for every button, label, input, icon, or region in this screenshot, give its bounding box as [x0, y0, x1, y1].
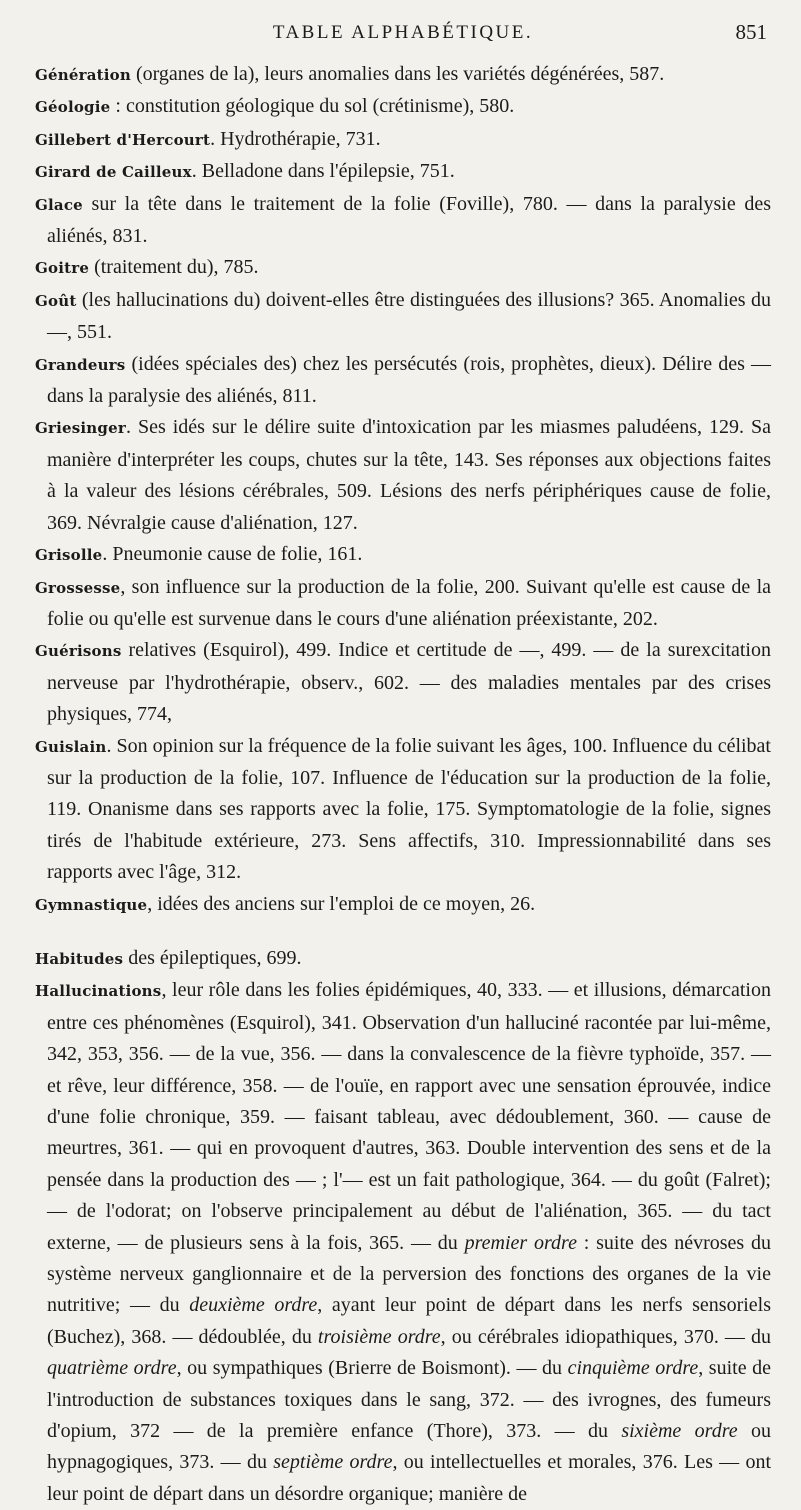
- entry-italic: cinquième ordre: [567, 1357, 699, 1380]
- index-entry: [35, 975, 771, 1510]
- entry-text: : constitution géologique du sol (crétinisme), 580.: [110, 95, 515, 118]
- entry-text: , ou intellectuelles et morales, 376. Les — ont leur point de départ dans un désordre organique; manière de: [47, 1451, 771, 1505]
- entry-headword: Goût: [35, 291, 77, 310]
- entry-headword: Guérisons: [35, 642, 122, 661]
- entry-text: sur la tête dans le traitement de la folie (Foville), 780. — dans la paralysie des aliénés, 831.: [47, 192, 771, 248]
- index-entry: [35, 731, 771, 889]
- index-entry: [35, 412, 771, 539]
- entry-italic: troisième ordre: [317, 1325, 441, 1348]
- index-entry: [35, 124, 771, 156]
- index-entry: [35, 156, 771, 188]
- entry-text: , ayant leur point de départ dans les nerfs sensoriels (Buchez), 368. — dédoublée, du: [47, 1294, 771, 1348]
- entry-headword: Grisolle: [35, 546, 103, 565]
- entry-text: , leur rôle dans les folies épidémiques, 40, 333. — et illusions, démarcation entre ces phénomènes (Esquirol), 341. Observation d'un halluciné racontée par lui-même, 342, 353, 356. — de la vue, 356. — dans la convalescence de la fièvre typhoïde, 357. — et rêve, leur différence, 358. — de l'ouïe, en rapport avec une sensation éprouvée, indice d'une folie chronique, 359. — faisant tableau, avec dédoublement, 360. — cause de meurtres, 361. — qui en provoquent d'autres, 363. Double intervention des sens et de la pensée dans la production des — ; l'— est un fait pathologique, 364. — du goût (Falret); — de l'odorat; on l'observe principalement au début de l'aliénation, 365. — du tact externe, — de plusieurs sens à la fois, 365. — du: [47, 979, 771, 1254]
- index-entries: [35, 59, 771, 1510]
- index-entry: [35, 635, 771, 730]
- entry-italic: septième ordre: [273, 1451, 393, 1474]
- index-entry: [35, 59, 771, 91]
- entry-text: (traitement du), 785.: [89, 256, 259, 279]
- entry-text: . Hydrothérapie, 731.: [210, 127, 381, 150]
- index-entry: [35, 889, 771, 921]
- entry-headword: Grandeurs: [35, 355, 126, 374]
- running-head: [35, 0, 771, 58]
- entry-text: (les hallucinations du) doivent-elles être distinguées des illusions? 365. Anomalies du —, 551.: [47, 288, 771, 344]
- entry-text: , ou cérébrales idiopathiques, 370. — du: [440, 1325, 772, 1348]
- entry-text: des épileptiques, 699.: [123, 946, 302, 969]
- entry-text: : suite des névroses du système nerveux ganglionnaire et de la perversion des fonctions des organes de la vie nutritive; — du: [47, 1231, 771, 1317]
- entry-headword: Gymnastique: [35, 895, 148, 914]
- index-entry: [35, 285, 771, 349]
- entry-headword: Grossesse: [35, 578, 121, 597]
- running-title: TABLE ALPHABÉTIQUE.: [272, 22, 534, 43]
- entry-text: . Son opinion sur la fréquence de la folie suivant les âges, 100. Influence du célibat sur la production de la folie, 107. Influence de l'éducation sur la production de la folie, 119. Onanisme dans ses rapports avec la folie, 175. Symptomatologie de la folie, signes tirés de l'habitude extérieure, 273. Sens affectifs, 310. Impressionnabilité dans ses rapports avec l'âge, 312.: [47, 734, 771, 884]
- entry-text: , idées des anciens sur l'emploi de ce moyen, 26.: [147, 892, 536, 915]
- entry-headword: Glace: [35, 195, 83, 214]
- entry-italic: quatrième ordre: [47, 1357, 177, 1380]
- entry-text: (idées spéciales des) chez les persécutés (rois, prophètes, dieux). Délire des — dans la paralysie des aliénés, 811.: [47, 352, 771, 408]
- entry-italic: premier ordre: [464, 1231, 577, 1254]
- entry-headword: Griesinger: [35, 419, 126, 438]
- entry-text: , son influence sur la production de la folie, 200. Suivant qu'elle est cause de la folie ou qu'elle est survenue dans le cours d'une aliénation préexistante, 202.: [47, 575, 771, 630]
- index-entry: [35, 349, 771, 413]
- entry-headword: Gillebert d'Hercourt: [35, 130, 211, 149]
- entry-headword: Goitre: [35, 259, 90, 278]
- entry-text: ou hypnagogiques, 373. — du: [47, 1420, 771, 1474]
- index-entry: [35, 189, 771, 253]
- entry-italic: deuxième ordre: [189, 1294, 318, 1317]
- index-entry: [35, 539, 771, 571]
- page-number: 851: [735, 20, 767, 44]
- entry-text: relatives (Esquirol), 499. Indice et certitude de —, 499. — de la surexcitation nerveuse par l'hydrothérapie, observ., 602. — des maladies mentales par des crises physiques, 774,: [47, 639, 771, 726]
- entry-text: , suite de l'introduction de substances toxiques dans le sang, 372. — des ivrognes, des fumeurs d'opium, 372 — de la première enfance (Thore), 373. — du: [47, 1357, 771, 1443]
- entry-headword: Habitudes: [35, 949, 124, 968]
- entry-headword: Girard de Cailleux: [35, 163, 192, 182]
- entry-text: , ou sympathiques (Brierre de Boismont). — du: [176, 1357, 568, 1380]
- entry-headword: Géologie: [35, 98, 111, 117]
- index-entry: [35, 572, 771, 636]
- entry-headword: Hallucinations: [35, 982, 162, 1001]
- index-entry: [35, 252, 771, 284]
- entry-text: . Ses idés sur le délire suite d'intoxication par les miasmes paludéens, 129. Sa manière d'interpréter les coups, chutes sur la tête, 143. Ses réponses aux objections faites à la valeur des lésions cérébrales, 509. Lésions des nerfs périphériques cause de folie, 369. Névralgie cause d'aliénation, 127.: [47, 416, 771, 534]
- index-entry: [35, 943, 771, 975]
- entry-text: . Pneumonie cause de folie, 161.: [102, 543, 363, 566]
- entry-headword: Génération: [35, 66, 131, 84]
- entry-italic: sixième ordre: [621, 1420, 738, 1443]
- entry-text: (organes de la), leurs anomalies dans les variétés dégénérées, 587.: [130, 63, 665, 85]
- entry-headword: Guislain: [35, 737, 107, 756]
- index-entry: [35, 91, 771, 123]
- entry-text: . Belladone dans l'épilepsie, 751.: [191, 160, 455, 183]
